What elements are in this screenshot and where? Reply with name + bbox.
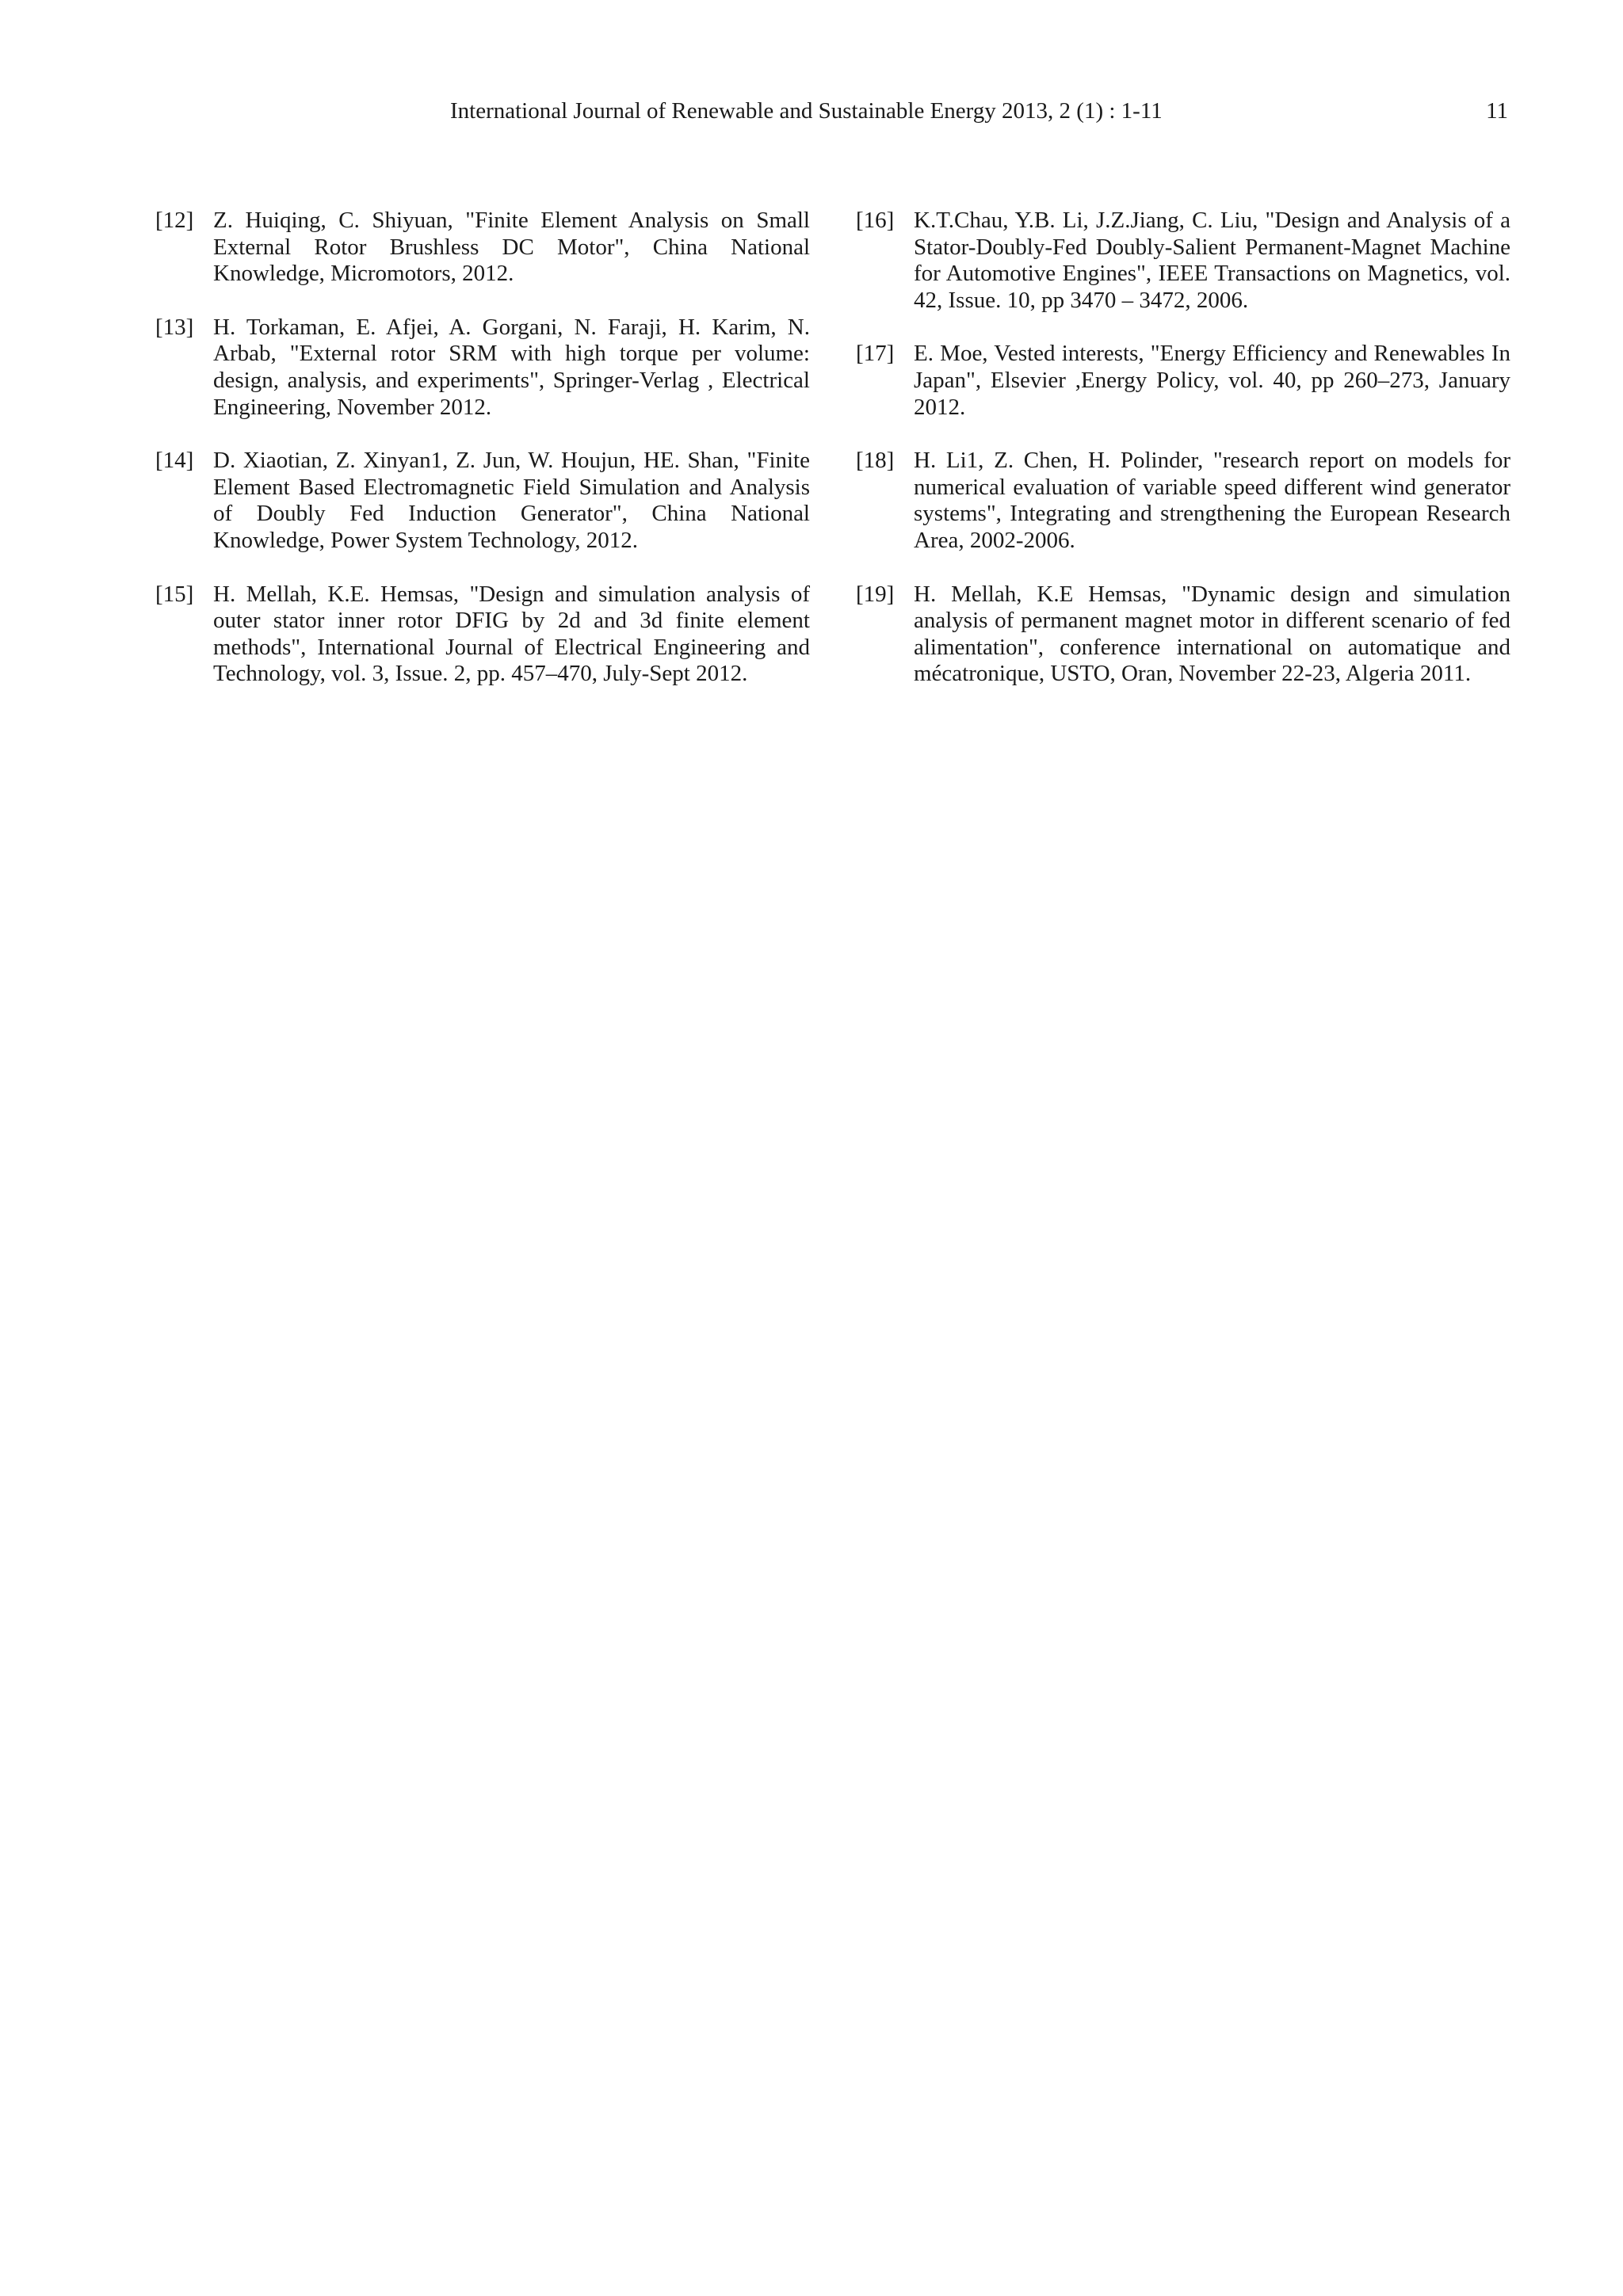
reference-text: D. Xiaotian, Z. Xinyan1, Z. Jun, W. Houjun, HE. Shan, "Finite Element Based Electromagnetic Field Simulation and Analysis of Doubly Fed Induction Generator", China National Knowledge, Power System Technology, 2012. [213, 448, 810, 553]
reference-number: [14] [155, 448, 194, 474]
references-section [155, 208, 1510, 715]
page-number: 11 [1486, 98, 1508, 124]
reference-text: Z. Huiqing, C. Shiyuan, "Finite Element Analysis on Small External Rotor Brushless DC Motor", China National Knowledge, Micromotors, 2012. [213, 208, 810, 287]
reference-number: [15] [155, 581, 194, 607]
reference-entry [155, 582, 810, 688]
reference-text: H. Li1, Z. Chen, H. Polinder, "research report on models for numerical evaluation of variable speed different wind generator systems", Integrating and strengthening the European Research Area, 2002-2006. [914, 448, 1510, 553]
reference-entry [856, 341, 1510, 421]
reference-number: [18] [856, 448, 895, 474]
reference-entry [155, 448, 810, 554]
reference-text: E. Moe, Vested interests, "Energy Efficiency and Renewables In Japan", Elsevier ,Energy Policy, vol. 40, pp 260–273, January 2012. [914, 341, 1510, 420]
reference-text: H. Torkaman, E. Afjei, A. Gorgani, N. Faraji, H. Karim, N. Arbab, "External rotor SRM with high torque per volume: design, analysis, and experiments", Springer-Verlag , Electrical Engineering, November 2012. [213, 314, 810, 420]
reference-text: H. Mellah, K.E Hemsas, "Dynamic design and simulation analysis of permanent magnet motor in different scenario of fed alimentation", conference international on automatique and mécatronique, USTO, Oran, November 22-23, Algeria 2011. [914, 581, 1510, 687]
reference-entry [155, 208, 810, 288]
journal-running-title: International Journal of Renewable and Sustainable Energy 2013, 2 (1) : 1-11 [450, 98, 1163, 124]
reference-entry [856, 582, 1510, 688]
reference-entry [856, 448, 1510, 554]
reference-number: [13] [155, 314, 194, 340]
reference-text: H. Mellah, K.E. Hemsas, "Design and simulation analysis of outer stator inner rotor DFIG by 2d and 3d finite element methods", International Journal of Electrical Engineering and Technology, vol. 3, Issue. 2, pp. 457–470, July-Sept 2012. [213, 581, 810, 687]
reference-number: [12] [155, 208, 194, 233]
reference-number: [19] [856, 581, 895, 607]
reference-entry [155, 315, 810, 421]
reference-number: [16] [856, 208, 895, 233]
reference-text: K.T.Chau, Y.B. Li, J.Z.Jiang, C. Liu, "Design and Analysis of a Stator-Doubly-Fed Doubly-Salient Permanent-Magnet Machine for Automotive Engines", IEEE Transactions on Magnetics, vol. 42, Issue. 10, pp 3470 – 3472, 2006. [914, 208, 1510, 313]
reference-number: [17] [856, 341, 895, 367]
reference-entry [856, 208, 1510, 314]
page-header [0, 93, 1623, 128]
references-column-left [155, 208, 810, 715]
references-column-right [856, 208, 1510, 715]
